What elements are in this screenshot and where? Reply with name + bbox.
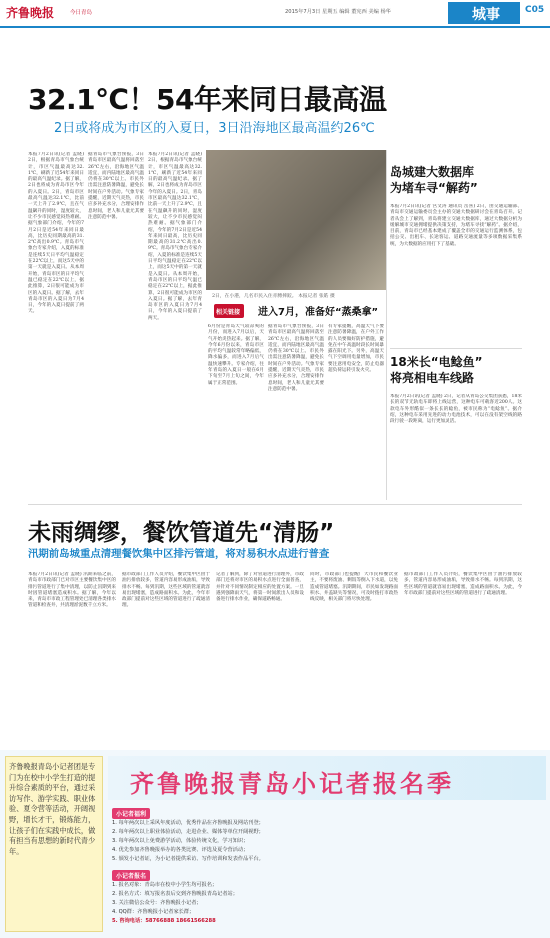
benefit-1: 1. 每年两次以上采风年度活动，优秀作品在齐鲁晚报及网站刊登； [112,820,264,826]
story1-column-3: 有专家提醒，高温天气下要注意防暑降温，在户外工作的人员要做好防护措施，避免在中午高温时段长时间暴露在阳光下。另外，高温天气下空调用电量增加，市民要注意用电安全，防止电器超负荷运转引发火灾。 [328,324,384,374]
date-editor-info: 2015年7月3日 星期五 编辑 董宪西 美编 杨华 [285,9,391,15]
main-subhead: 2日或将成为市区的入夏日，3日沿海地区最高温约26℃ [54,121,375,136]
signup-2: 2. 报名方式：填写报名表后交到齐鲁晚报青岛记者站； [112,891,238,897]
related-link-label: 相关链接 [216,309,241,316]
side-story-2-title-line1: 18米长“电鲶鱼” [390,355,483,369]
benefit-5: 5. 颁发小记者证，为小记者提供采访、写作培训和发表作品平台。 [112,856,264,862]
benefit-2: 2. 每年两次以上职业体验活动，走进企业、媒体等单位开阔视野； [112,829,264,835]
ad-intro-text: 齐鲁晚报青岛小记者团是专门为在校中小学生打造的提升综合素质的平台，通过采访写作、游学实践、职业体验、夏令营等活动，开阔视野，增长才干，锻炼能力，让孩子们在实践中成长，做有担当有思想的新时代青少年。 [9,762,96,856]
header-rule [0,26,550,28]
story2-column-4: 同时，市政部门也提醒广大市民和餐饮业主，不要将废油、剩饭等倒入下水道，以免造成管道堵塞。汛期期间，市民如发现路面积水、井盖缺失等情况，可及时拨打市政热线反映，相关部门将尽快处理。 [310,572,398,603]
column-divider [386,150,387,500]
main-headline: 32.1℃！54年来同日最高温 [28,83,387,116]
ad-title: 齐鲁晚报青岛小记者报名季 [130,769,454,798]
newspaper-logo: 齐鲁晚报 [6,6,55,20]
page-number: C05 [525,5,545,15]
benefit-3: 3. 每年两次以上免费游学活动，体验传统文化，学习知识； [112,838,249,844]
story1-column-1: 本报7月2日讯(记者 孟晓) 2日，根据青岛市气象台统计，市区气温最高达32.1℃，刷新了近54年来同日的最高气温纪录。据了解，2日也将成为青岛市区今年的入夏日。2日，青岛市区最高气温达32.1℃，比前一天上升了2.9℃，且在气温飙升的同时，湿度较大，让不少市民感觉闷热难耐。据气象部门介绍，今年的7月2日是近54年来同日最高，比历史同期最高的31.2℃高出0.9℃。青岛市气象台专家介绍，入夏的标准是连续5天日平均气温稳定在22℃以上，而这5天中的第一天就是入夏日。从本周开始，青岛市区的日平均气温已稳定在22℃以上，据此推算，2日很可能成为市区的入夏日。据了解，去年青岛市区的入夏日为7月4日，今年的入夏日提前了两天。 [28,152,84,315]
side-divider [390,348,522,349]
story2-column-1: 本报7月2日讯(记者 孟晓) 汛期来临之前，青岛市市政部门已对市区主要餐饮集中区的排污管道进行了集中清理，以防止汛期到来时因管道堵塞造成积水。据了解，今年以来，青岛市市政工程管理处已清理各类排水管道和检查井，共清理淤泥数千立方米。 [28,572,116,609]
related-headline: 进入7月，准备好“蒸桑拿” [258,307,379,318]
story2-column-3: 记者了解到，除了对管道进行清理外，市政部门还将对市区的易积水点进行全面普查，并针对不同情况制定相应的处置方案。一旦遇到强降雨天气，将第一时间派出人员和设备进行排水作业，确保道路畅通。 [216,572,304,603]
second-headline: 未雨绸缪，餐饮管道先“清肠” [28,520,335,546]
story2-column-5: 据市政部门工作人员介绍，餐饮集中区由于油污排放较多，管道内容易形成油垢，导致排水不畅。每到汛期，这些区域的管道就容易出现堵塞，造成路面积水。为此，今年市政部门提前对这些区域的管道进行了疏通清理。 [404,572,522,596]
story1-column-1c: 本报7月2日讯(记者 孟晓) 2日，根据青岛市气象台统计，市区气温最高达32.1℃，刷新了近54年来同日的最高气温纪录。据了解，2日也将成为青岛市区今年的入夏日。2日，青岛市区最高气温达32.1℃，比前一天上升了2.9℃，且在气温飙升的同时，湿度较大，让不少市民感觉闷热难耐。据气象部门介绍，今年的7月2日是近54年来同日最高，比历史同期最高的31.2℃高出0.9℃。青岛市气象台专家介绍，入夏的标准是连续5天日平均气温稳定在22℃以上，而这5天中的第一天就是入夏日。从本周开始，青岛市区的日平均气温已稳定在22℃以上，据此推算，2日很可能成为市区的入夏日。据了解，去年青岛市区的入夏日为7月4日，今年的入夏日提前了两天。 [148,152,202,321]
side-story-1-title-line2: 为堵车寻“解药” [390,181,478,195]
story2-column-2: 据市政部门工作人员介绍，餐饮集中区由于油污排放较多，管道内容易形成油垢，导致排水不畅。每到汛期，这些区域的管道就容易出现堵塞，造成路面积水。为此，今年市政部门提前对这些区域的管道进行了疏通清理。 [122,572,210,609]
second-subhead: 汛期前岛城重点清理餐饮集中区排污管道，将对易积水点进行普查 [28,548,330,560]
edition-label: 今日青岛 [70,10,93,16]
side-story-2-title [390,354,482,386]
side-story-1-body: 本报7月2日讯(记者 宫文涛 通讯员 岳喜) 2日，由交通运输部、青岛市交通运输委员会主办的交通大数据研讨会在青岛召开。记者从会上了解到，青岛将建立交通大数据库，通过大数据分析为缓解城市交通拥堵提供决策支持，为堵车寻找“解药”。据介绍，目前，青岛市已经基本建成了覆盖全市的交通运行监测体系，包括公交、出租车、长途客运、道路交通流量等多项数据采集系统，为大数据的应用打下了基础。 [390,204,522,247]
section-label: 城事 [472,7,500,23]
side-story-2-title-line2: 将亮相电车线路 [390,371,475,385]
story1-column-1b: 据青岛市气象台预报，3日青岛市区最高气温将回落至26℃左右，沿海地区气温适宜，而内陆地区最高气温仍将在30℃以上。市民外出需注意防暑降温，避免长时间在户外活动。气象专家提醒，近期天气炎热，市民应多补充水分，合理安排作息时间，老人和儿童尤其要注意防范中暑。 [88,152,144,220]
masthead [0,0,550,28]
signup-phone: 5. 咨询电话：58766888 18661566288 [112,918,216,924]
signup-tag: 小记者报名 [112,870,150,881]
signup-1: 1. 报名对象：青岛市在校中小学生均可报名； [112,882,218,888]
side-story-1-title [390,164,478,196]
side-story-1-title-line1: 岛城建大数据库 [390,165,475,179]
signup-3: 3. 关注微信公众号：齐鲁晚报小记者； [112,900,202,906]
signup-4: 4. QQ群：齐鲁晚报小记者家长群； [112,909,195,915]
wrestling-photo [206,150,386,290]
story1-column-2b: 据青岛市气象台预报，3日青岛市区最高气温将回落至26℃左右，沿海地区气温适宜，而内陆地区最高气温仍将在30℃以上。市民外出需注意防暑降温，避免长时间在户外活动。气象专家提醒，近期天气炎热，市民应多补充水分，合理安排作息时间，老人和儿童尤其要注意防范中暑。 [268,324,324,392]
benefit-4: 4. 优先参加齐鲁晚报举办的各类比赛、评选及夏令营活动； [112,847,249,853]
story1-column-2: 6月份是青岛天气较凉爽的月份，而进入7月以后，天气开始炎热起来。据了解，今年6月份以来，青岛市区的平均气温较常年略偏低，降水偏多，而进入7月后气温快速攀升。专家介绍，往年青岛的入夏日一般在6月下旬至7月上旬之间，今年属于正常范围。 [208,324,264,386]
section-divider [28,504,522,505]
side-story-2-body: 本报7月2日讯(记者 孟晓) 2日，记者从青岛公交集团获悉，18米长的双节无轨电车即将上线运营，这种电车可载客近200人。这款电车外形酷似一条长长的鲶鱼，被市民称为“电鲶鱼”。据介绍，这种电车采用先进的动力电池技术，可以在没有架空线的路段行驶一段距离，运行更加灵活。 [390,394,522,425]
benefits-tag: 小记者福利 [112,808,150,819]
photo-caption: 2日，在小港，几名市民入住赤膊摔跤。 本报记者 张皓 摄 [212,294,335,299]
